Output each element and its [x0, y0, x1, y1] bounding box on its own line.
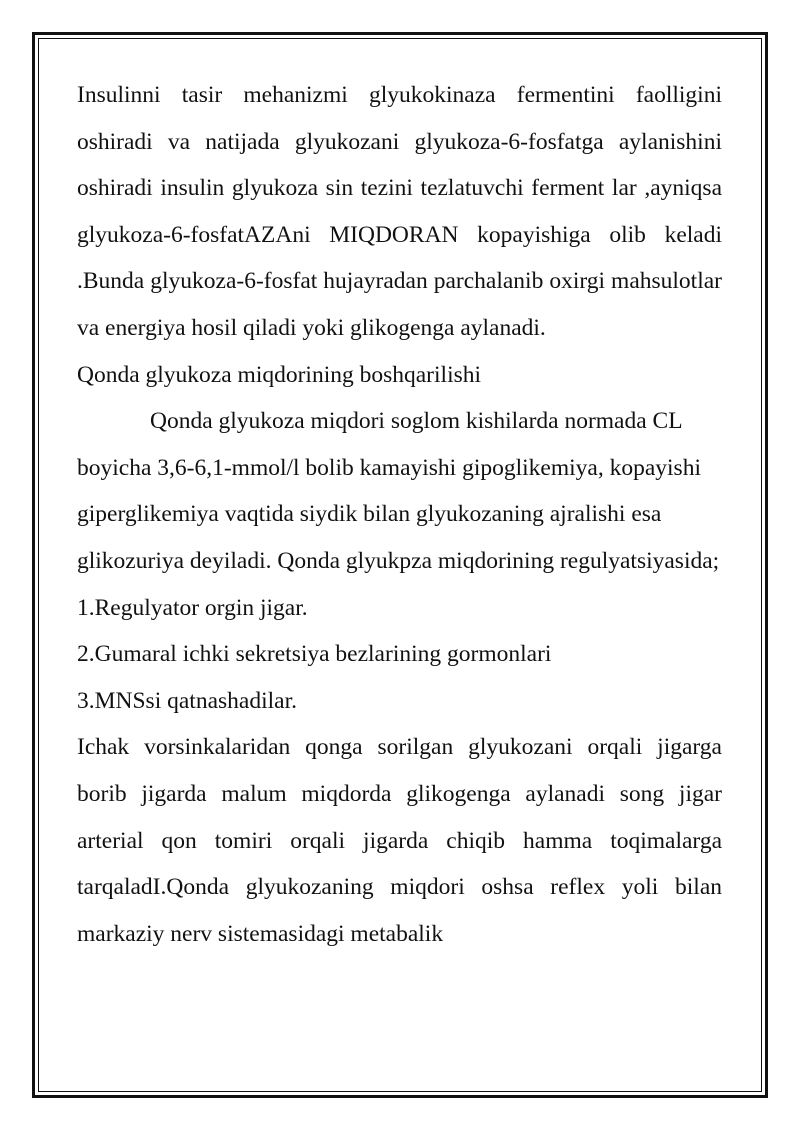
list-item: 3.MNSsi qatnashadilar.: [77, 687, 297, 714]
section-heading: Qonda glyukoza miqdorining boshqarilishi: [77, 361, 482, 388]
paragraph-blood-glucose: Qonda glyukoza miqdori soglom kishilarda normada CL boyicha 3,6-6,1-mmol/l bolib kamayishi gipoglikemiya, kopayishi giperglikemiya vaqtida siydik bilan glyukozaning ajralishi esa glikozuriya deyiladi. Qonda glyukpza miqdorining regulyatsiyasida;: [77, 408, 720, 574]
paragraph-intestinal-absorption: Ichak vorsinkalaridan qonga sorilgan glyukozani orqali jigarga borib jigarda malum miqdorda glikogenga aylanadi song jigar arterial qon tomiri orqali jigarda chiqib hamma toqimalarga tarqaladI.Qonda glyukozaning miqdori oshsa reflex yoli bilan markaziy nerv sistemasidagi metabalik: [77, 734, 722, 947]
document-body: [77, 72, 722, 957]
list-item: 2.Gumaral ichki sekretsiya bezlarining gormonlari: [77, 641, 552, 668]
paragraph-insulin-mechanism: Insulinni tasir mehanizmi glyukokinaza fermentini faolligini oshiradi va natijada glyukozani glyukoza-6-fosfatga aylanishini oshiradi insulin glyukoza sin tezini tezlatuvchi ferment lar ,ayniqsa glyukoza-6-fosfatAZAni MIQDORAN kopayishiga olib keladi .Bunda glyukoza-6-fosfat hujayradan parchalanib oxirgi mahsulotlar va energiya hosil qiladi yoki glikogenga aylanadi.: [77, 82, 722, 341]
list-item: 1.Regulyator orgin jigar.: [77, 594, 308, 621]
